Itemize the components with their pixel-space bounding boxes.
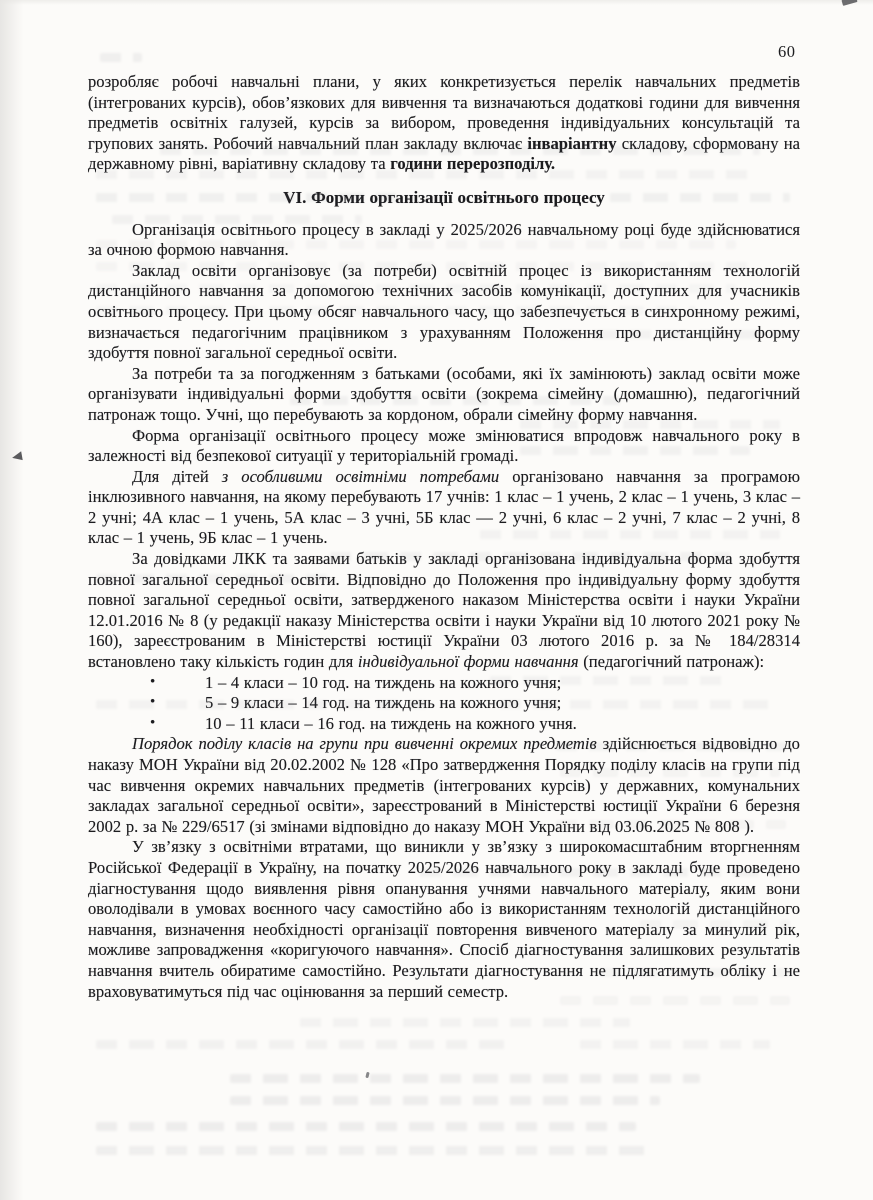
text-run: 1 – 4 класи – 10 год. на тиждень на кожного учня; bbox=[205, 672, 562, 692]
paragraph bbox=[88, 467, 800, 549]
text-run: Для дітей bbox=[132, 466, 222, 486]
text-run: розробляє робочі навчальні плани, у яких конкретизується перелік навчальних предметів (інтегрованих курсів), обов’язкових для вивчення та визначаються додаткові години для вивчення предметів освітніх галузей, курсів за вибором, проведення індивідуальних консультацій та групових занять. Робочий навчальний план закладу включає bbox=[88, 72, 800, 153]
text-run: організовано навчання за програмою інклюзивного навчання, на якому перебувають 17 учнів: 1 клас – 1 учень, 2 клас – 1 учень, 3 клас – 2 учні; 4А клас – 1 учень, 5А клас – 3 учні, 5Б клас — 2 учні, 6 клас – 2 учні, 7 клас – 2 учні, 8 клас – 1 учень, 9Б клас – 1 учень. bbox=[88, 466, 800, 548]
paragraph bbox=[88, 220, 800, 261]
section-heading bbox=[88, 188, 800, 209]
paragraph bbox=[88, 364, 800, 426]
document-body bbox=[88, 72, 800, 1002]
top-right-scan-mark bbox=[841, 0, 857, 6]
paragraph bbox=[88, 261, 800, 364]
bullet-item bbox=[88, 693, 800, 714]
bleed-through-artifact bbox=[230, 1074, 700, 1083]
text-run: 5 – 9 класи – 14 год. на тиждень на кожного учня; bbox=[205, 693, 562, 713]
text-run: години перерозподілу. bbox=[390, 154, 556, 174]
text-run: індивідуальної форми навчання bbox=[357, 652, 579, 672]
text-run: Заклад освіти організовує (за потреби) освітній процес із використанням технологій дистанційного навчання за допомогою технічних засобів комунікації, доступних для учасників освітнього процесу. При цьому обсяг навчального часу, що забезпечується в синхронному режимі, визначається педагогічним працівником з урахуванням Положення про дистанційну форму здобуття повної загальної середньої освіти. bbox=[88, 260, 800, 363]
text-run: У зв’язку з освітніми втратами, що виникли у зв’язку з широкомасштабним вторгненням Російської Федерації в Україну, на початку 2025/2026 навчального року в закладі буде проведено діагностування щодо виявлення рівня опанування учнями навчального матеріалу, яким вони оволодівали в умовах воєнного часу самостійно або із використанням технологій дистанційного навчання, визначення необхідності організації повторення вивченого матеріалу за минулий рік, можливе запровадження «коригуючого навчання». Спосіб діагностування залишкових результатів навчання вчитель обиратиме самостійно. Результати діагностування не підлягатимуть обліку і не враховуватимуться під час оцінювання за перший семестр. bbox=[88, 837, 800, 1001]
left-margin-arrow-mark bbox=[11, 451, 22, 462]
bullet-icon: • bbox=[150, 673, 156, 690]
scan-speck bbox=[365, 1072, 369, 1079]
text-run: здійснюється відвовідно до наказу МОН України від 20.02.2002 № 128 «Про затвердження Порядку поділу класів на групи під час вивчення окремих навчальних предметів (інтегрованих курсів) у державних, комунальних закладах загальної середньої освіти», зареєстрований в Міністерстві юстиції України 6 березня 2002 р. за № 229/6517 (зі змінами відповідно до наказу МОН України від 03.06.2025 № 808 ). bbox=[88, 734, 800, 836]
text-run: інваріантну bbox=[527, 133, 617, 153]
bleed-through-artifact bbox=[96, 1122, 636, 1131]
bleed-through-artifact bbox=[300, 1018, 630, 1027]
paragraph bbox=[88, 837, 800, 1002]
text-run: з особливими освітніми потребами bbox=[221, 466, 500, 486]
page-number: 60 bbox=[778, 42, 796, 61]
paragraph bbox=[88, 426, 800, 467]
bleed-through-artifact bbox=[96, 1146, 656, 1155]
bullet-icon: • bbox=[150, 714, 156, 731]
paragraph bbox=[88, 549, 800, 673]
bleed-through-artifact bbox=[100, 53, 142, 62]
paragraph bbox=[88, 72, 800, 175]
bullet-item bbox=[88, 714, 800, 735]
page-left-edge-shadow bbox=[0, 0, 26, 1200]
text-run: Порядок поділу класів на групи при вивченні окремих предметів bbox=[132, 734, 597, 754]
bleed-through-artifact bbox=[96, 1040, 516, 1049]
bullet-icon: • bbox=[150, 694, 156, 711]
bleed-through-artifact bbox=[580, 1040, 770, 1049]
text-run: 10 – 11 класи – 16 год. на тиждень на кожного учня. bbox=[205, 713, 577, 733]
page-top-edge-shadow bbox=[0, 0, 873, 5]
text-run: VI. Форми організації освітнього процесу bbox=[283, 187, 605, 207]
text-run: Організація освітнього процесу в закладі у 2025/2026 навчальному році буде здійснюватися за очною формою навчання. bbox=[88, 219, 800, 260]
text-run: складову, сформовану на державному рівні, варіативну складову та bbox=[88, 133, 800, 174]
text-run: За довідками ЛКК та заявами батьків у закладі організована індивідуальна форма здобуття повної загальної середньої освіти. Відповідно до Положення про індивідуальну форму здобуття повної загальної середньої освіти, затвердженого наказом Міністерства освіти і науки України 12.01.2016 № 8 (у редакції наказу Міністерства освіти і науки України від 10 лютого 2021 року № 160), зареєстрованим в Міністерстві юстиції України 03 лютого 2016 р. за № 184/28314 встановлено таку кількість годин для bbox=[88, 549, 800, 672]
bleed-through-artifact bbox=[230, 1096, 660, 1105]
bullet-item bbox=[88, 673, 800, 694]
text-run: Форма організації освітнього процесу може змінюватися впродовж навчального року в залежності від безпекової ситуації у територіальній громаді. bbox=[88, 425, 800, 466]
paragraph bbox=[88, 734, 800, 837]
text-run: За потреби та за погодженням з батьками (особами, які їх замінюють) заклад освіти може організувати індивідуальні форми здобуття освіти (зокрема сімейну (домашню), педагогічний патронаж тощо. Учні, що перебувають за кордоном, обрали сімейну форму навчання. bbox=[88, 363, 800, 424]
text-run: (педагогічний патронаж): bbox=[578, 652, 765, 672]
